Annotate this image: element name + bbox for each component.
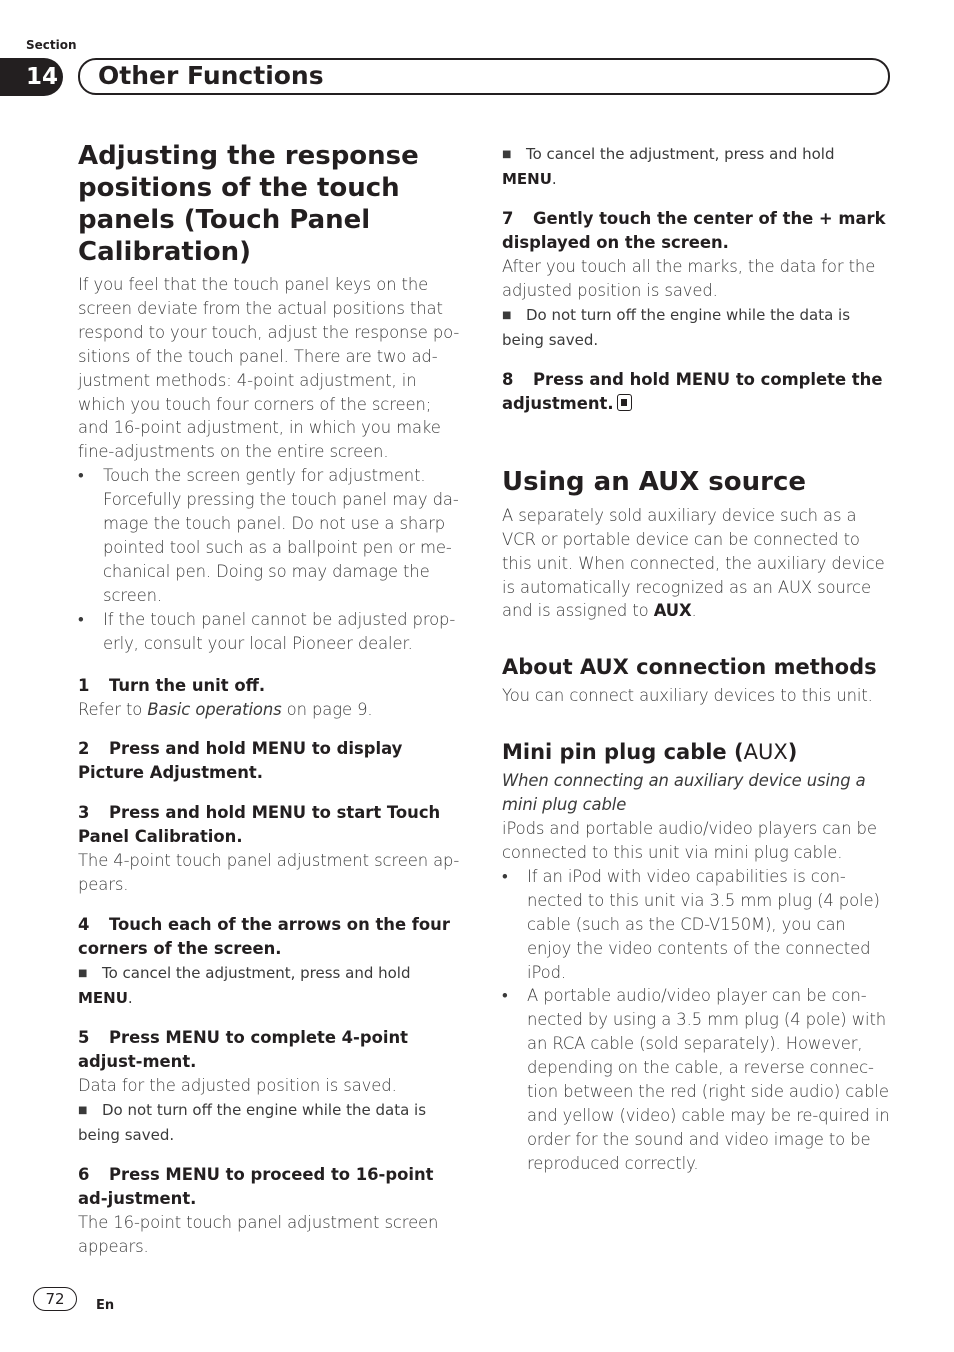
step-1-heading: 1 Turn the unit off. xyxy=(78,675,266,695)
step-2-heading: 2 Press and hold MENU to display Picture Adjustment. xyxy=(78,739,403,783)
step-7-body: After you touch all the marks, the data for the adjusted position is saved. xyxy=(502,257,876,300)
bullet-icon: • xyxy=(502,986,508,1006)
note-square-icon: ■ xyxy=(502,309,512,321)
aux-source-body: A separately sold auxiliary device such as a VCR or portable device can be connected to this unit. When connected, the auxiliary device is automatically recognized as an AUX source and is assigned to AUX. xyxy=(502,505,885,621)
aux-connection-methods-heading: About AUX connection methods xyxy=(502,655,877,680)
section-number-badge: 14 xyxy=(0,58,63,96)
step-5-body: Data for the adjusted position is saved. xyxy=(78,1076,397,1096)
bullet-icon: • xyxy=(502,866,508,886)
end-of-section-icon xyxy=(617,394,632,411)
left-column xyxy=(78,140,466,1259)
step-6-body: The 16-point touch panel adjustment screen appears. xyxy=(78,1213,439,1257)
step-7-note: ■ Do not turn off the engine while the data is being saved. xyxy=(502,305,851,349)
section-title-box xyxy=(78,58,890,95)
list-item: • If an iPod with video capabilities is con-nected to this unit via 3.5 mm plug (4 pole) cable (such as the CD-V150M), you can enjoy the video contents of the connected iPod. xyxy=(502,866,880,982)
list-item: • If the touch panel cannot be adjusted prop-erly, consult your local Pioneer dealer. xyxy=(78,609,456,653)
aux-source-heading: Using an AUX source xyxy=(502,466,807,497)
aux-connection-methods-body: You can connect auxiliary devices to this unit. xyxy=(502,686,873,706)
right-column xyxy=(502,140,892,1176)
step-6-heading: 6 Press MENU to proceed to 16-point ad-justment. xyxy=(78,1165,434,1209)
note-square-icon: ■ xyxy=(78,968,88,980)
cancel-note: ■ To cancel the adjustment, press and hold MENU. xyxy=(502,145,835,188)
list-item: • A portable audio/video player can be con-nected by using a 3.5 mm plug (4 pole) with an RCA cable (sold separately). However, depending on the cable, a reverse connec-tion between the red (right side audio) cable and yellow (video) cable may be re-quired in order for the sound and video image to be reproduced correctly. xyxy=(502,986,890,1173)
step-8-heading: 8 Press and hold MENU to complete the adjustment. xyxy=(502,369,883,413)
language-label: En xyxy=(96,1298,115,1313)
mini-pin-plug-body: iPods and portable audio/video players can be connected to this unit via mini plug cable. xyxy=(502,819,877,862)
mini-pin-plug-subheading: When connecting an auxiliary device using a mini plug cable xyxy=(502,771,866,815)
step-4-note: ■ To cancel the adjustment, press and hold MENU. xyxy=(78,964,411,1008)
step-3-body: The 4-point touch panel adjustment screen ap-pears. xyxy=(78,851,460,895)
section-title: Other Functions xyxy=(98,61,324,90)
bullet-icon: • xyxy=(78,466,84,486)
step-5-heading: 5 Press MENU to complete 4-point adjust-ment. xyxy=(78,1028,408,1072)
cross-reference: Basic operations xyxy=(147,699,282,719)
step-4-heading: 4 Touch each of the arrows on the four corners of the screen. xyxy=(78,915,450,959)
intro-paragraph: If you feel that the touch panel keys on the screen deviate from the actual positions that respond to your touch, adjust the response po-sitions of the touch panel. There are two ad-justment methods: 4-point adjustment, in which you touch four corners of the screen; and 16-point adjustment, in which you make fine-adjustments on the entire screen. xyxy=(78,275,460,462)
section-label: Section xyxy=(26,38,77,52)
bullet-icon: • xyxy=(78,609,84,629)
page-number: 72 xyxy=(33,1287,77,1311)
step-1-body: Refer to Basic operations on page 9. xyxy=(78,699,373,719)
note-square-icon: ■ xyxy=(78,1105,88,1117)
step-3-heading: 3 Press and hold MENU to start Touch Panel Calibration. xyxy=(78,803,441,847)
list-item: • Touch the screen gently for adjustment. Forcefully pressing the touch panel may da-mage the touch panel. Do not use a sharp pointed tool such as a ballpoint pen or me-chanical pen. Doing so may damage the screen. xyxy=(78,466,459,605)
touch-calibration-heading: Adjusting the response positions of the touch panels (Touch Panel Calibration) xyxy=(78,141,419,267)
note-square-icon: ■ xyxy=(502,149,512,160)
step-5-note: ■ Do not turn off the engine while the data is being saved. xyxy=(78,1101,427,1145)
step-7-heading: 7 Gently touch the center of the + mark displayed on the screen. xyxy=(502,209,886,252)
mini-pin-plug-heading: Mini pin plug cable (AUX) xyxy=(502,740,798,765)
